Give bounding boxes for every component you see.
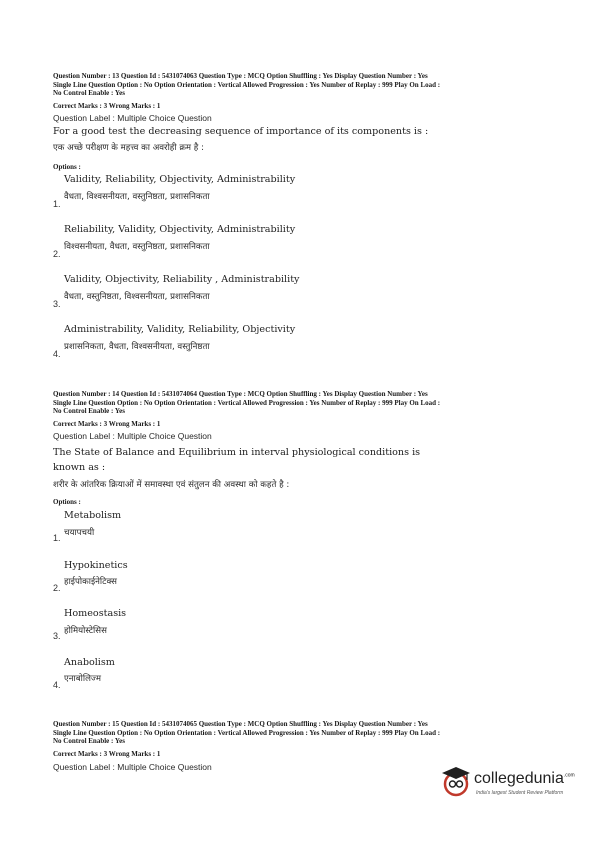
question-meta	[53, 720, 553, 746]
options-heading: Options :	[53, 498, 81, 506]
question-text	[53, 445, 493, 475]
option-text-hindi: होमियोस्टेसिस	[64, 626, 107, 636]
question-text: For a good test the decreasing sequence of importance of its components is :	[53, 126, 429, 137]
question-label: Question Label : Multiple Choice Question	[53, 113, 212, 123]
option-number: 4.	[53, 349, 61, 359]
option-text: Validity, Objectivity, Reliability , Administrability	[64, 274, 300, 285]
question-text-hindi: शरीर के आंतरिक क्रियाओं में समावस्था एवं संतुलन की अवस्था को कहते है :	[53, 480, 290, 490]
option-text: Validity, Reliability, Objectivity, Administrability	[64, 174, 296, 185]
meta-line: Single Line Question Option : No Option Orientation : Vertical Allowed Progression : Yes Number of Replay : 999 Play On Load :	[53, 728, 441, 737]
option-text-hindi: विश्वसनीयता, वैधता, वस्तुनिष्ठता, प्रशासनिकता	[64, 242, 210, 252]
option-number: 1.	[53, 199, 61, 209]
option-text: Reliability, Validity, Objectivity, Administrability	[64, 224, 296, 235]
option-text-hindi: प्रशासनिकता, वैधता, विश्वसनीयता, वस्तुनिष्ठता	[64, 342, 210, 352]
meta-line: Single Line Question Option : No Option Orientation : Vertical Allowed Progression : Yes Number of Replay : 999 Play On Load :	[53, 80, 441, 89]
meta-line: Single Line Question Option : No Option Orientation : Vertical Allowed Progression : Yes Number of Replay : 999 Play On Load :	[53, 398, 441, 407]
question-text-hindi: एक अच्छे परीक्षण के महत्त्व का अवरोही क्रम है :	[53, 143, 204, 153]
option-text: Metabolism	[64, 510, 122, 521]
meta-line: No Control Enable : Yes	[53, 737, 125, 745]
marks-line: Correct Marks : 3 Wrong Marks : 1	[53, 750, 161, 758]
options-heading: Options :	[53, 163, 81, 171]
question-meta	[53, 390, 553, 416]
brand-tagline: India's largest Student Review Platform	[476, 790, 564, 796]
option-number: 2.	[53, 249, 61, 259]
option-number: 1.	[53, 533, 61, 543]
question-label: Question Label : Multiple Choice Question	[53, 762, 212, 772]
meta-line: Question Number : 13 Question Id : 5431074063 Question Type : MCQ Option Shuffling : Yes Display Question Number : Yes	[53, 72, 428, 80]
brand-name: collegedunia$^{.com}$	[474, 770, 575, 787]
question-label: Question Label : Multiple Choice Question	[53, 431, 212, 441]
question-text-line: known as :	[53, 462, 106, 473]
question-meta	[53, 72, 553, 98]
option-text-hindi: चयापचयी	[64, 528, 95, 538]
option-text-hindi: एनाबोलिज्म	[64, 674, 101, 684]
meta-line: No Control Enable : Yes	[53, 89, 125, 97]
question-text-line: The State of Balance and Equilibrium in interval physiological conditions is	[53, 447, 421, 458]
graduation-cap-icon	[440, 764, 472, 800]
option-text: Homeostasis	[64, 608, 127, 619]
option-text: Administrability, Validity, Reliability, Objectivity	[64, 324, 296, 335]
meta-line: Question Number : 14 Question Id : 5431074064 Question Type : MCQ Option Shuffling : Yes Display Question Number : Yes	[53, 390, 428, 398]
marks-line: Correct Marks : 3 Wrong Marks : 1	[53, 420, 161, 428]
option-number: 3.	[53, 299, 61, 309]
option-text: Hypokinetics	[64, 560, 128, 571]
option-text-hindi: हाईपोकाईनेटिक्स	[64, 577, 117, 587]
option-number: 4.	[53, 680, 61, 690]
marks-line: Correct Marks : 3 Wrong Marks : 1	[53, 102, 161, 110]
meta-line: Question Number : 15 Question Id : 5431074065 Question Type : MCQ Option Shuffling : Yes Display Question Number : Yes	[53, 720, 428, 728]
brand-suffix: .com	[563, 772, 575, 779]
option-text: Anabolism	[64, 657, 115, 668]
option-text-hindi: वैधता, विश्वसनीयता, वस्तुनिष्ठता, प्रशासनिकता	[64, 192, 210, 202]
option-text-hindi: वैधता, वस्तुनिष्ठता, विश्वसनीयता, प्रशासनिकता	[64, 292, 210, 302]
meta-line: No Control Enable : Yes	[53, 407, 125, 415]
option-number: 3.	[53, 631, 61, 641]
option-number: 2.	[53, 583, 61, 593]
